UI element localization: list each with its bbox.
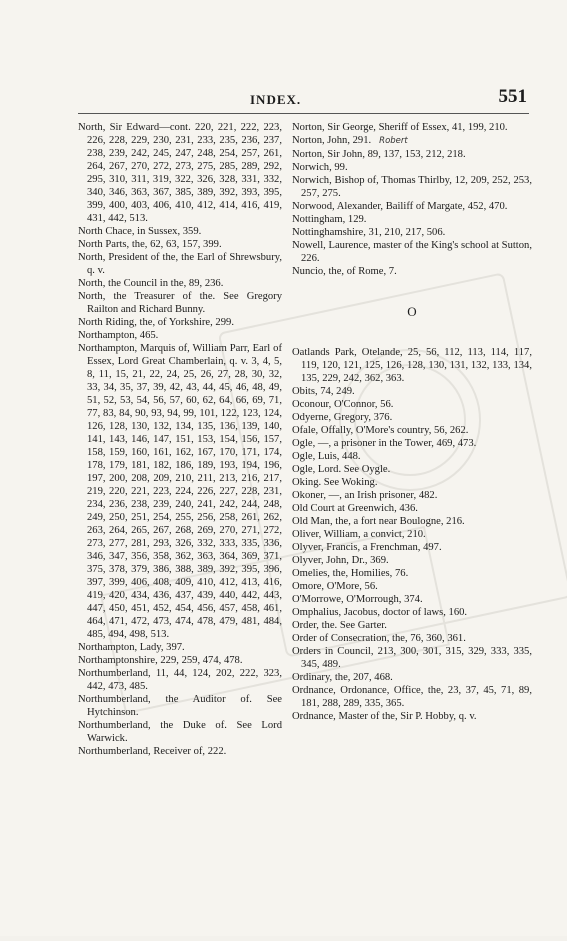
index-entry: Nuncio, the, of Rome, 7.: [292, 266, 397, 277]
index-entry: Nottingham, 129.: [292, 214, 367, 225]
right-column: [292, 121, 532, 723]
index-entry: Northumberland, Receiver of, 222.: [78, 746, 227, 757]
index-entry: Olyver, John, Dr., 369.: [292, 555, 389, 566]
index-entry: Northampton, Marquis of, William Parr, Earl of Essex, Lord Great Chamberlain, q. v. 3, 4, 5, 8, 11, 15, 21, 22, 24, 25, 26, 27, 28, 30, 32, 33, 34, 35, 37, 39, 42, 43, 44, 45, 46, 48, 49, 51, 52, 53, 54, 56, 57, 60, 62, 64, 66, 69, 71, 77, 83, 84, 90, 93, 94, 99, 101, 122, 123, 124, 126, 128, 130, 132, 134, 135, 136, 139, 140, 141, 143, 146, 147, 151, 153, 154, 156, 157, 158, 159, 160, 161, 162, 167, 170, 171, 174, 178, 179, 181, 182, 186, 189, 193, 194, 196, 197, 200, 208, 209, 210, 211, 213, 216, 217, 219, 220, 221, 223, 224, 226, 227, 228, 231, 234, 236, 238, 239, 240, 241, 242, 244, 248, 249, 250, 251, 254, 255, 256, 258, 261, 262, 263, 264, 265, 267, 268, 269, 270, 271, 272, 273, 277, 281, 293, 326, 332, 333, 335, 336, 346, 347, 356, 358, 362, 363, 364, 369, 371, 375, 378, 379, 386, 388, 389, 392, 395, 396, 397, 399, 406, 408, 409, 410, 412, 413, 416, 419, 420, 434, 436, 437, 439, 440, 442, 443, 447, 450, 451, 452, 454, 456, 457, 458, 461, 464, 471, 472, 473, 474, 478, 479, 481, 484, 485, 494, 498, 513.: [78, 343, 282, 640]
index-entry: North, the Council in the, 89, 236.: [78, 278, 224, 289]
index-entry: Ordnance, Master of the, Sir P. Hobby, q. v.: [292, 711, 477, 722]
page-number: 551: [498, 86, 527, 107]
index-entry: North, Sir Edward—cont. 220, 221, 222, 223, 226, 228, 229, 230, 231, 233, 235, 236, 237, 238, 239, 242, 245, 247, 248, 254, 257, 261, 264, 267, 270, 272, 273, 275, 285, 289, 292, 295, 310, 311, 319, 322, 326, 328, 331, 332, 340, 346, 363, 367, 385, 389, 392, 393, 395, 399, 400, 403, 406, 410, 412, 414, 416, 419, 431, 442, 513.: [78, 122, 282, 224]
index-entry: Ordinary, the, 207, 468.: [292, 672, 393, 683]
index-entry: Obits, 74, 249.: [292, 386, 355, 397]
index-entry: Norton, Sir George, Sheriff of Essex, 41, 199, 210.: [292, 122, 508, 133]
index-entry: Order, the. See Garter.: [292, 620, 387, 631]
index-entry: Nowell, Laurence, master of the King's school at Sutton, 226.: [292, 240, 532, 264]
index-entry: North Chace, in Sussex, 359.: [78, 226, 202, 237]
index-entry: Odyerne, Gregory, 376.: [292, 412, 393, 423]
header-rule: [78, 113, 529, 114]
index-entry: Ogle, —, a prisoner in the Tower, 469, 473.: [292, 438, 477, 449]
handwritten-margin-note: Robert: [379, 136, 408, 146]
index-entry: Olyver, Francis, a Frenchman, 497.: [292, 542, 442, 553]
index-entry: Ogle, Lord. See Oygle.: [292, 464, 391, 475]
left-column: [78, 121, 282, 758]
index-entry: Northumberland, the Duke of. See Lord Warwick.: [78, 720, 282, 744]
index-entry: Norwood, Alexander, Bailiff of Margate, 452, 470.: [292, 201, 508, 212]
index-entry: Oking. See Woking.: [292, 477, 378, 488]
running-head: [0, 86, 567, 110]
index-entry: Old Court at Greenwich, 436.: [292, 503, 418, 514]
section-letter: O: [407, 304, 417, 319]
index-entry: Ofale, Offally, O'More's country, 56, 262.: [292, 425, 469, 436]
index-entry: North Riding, the, of Yorkshire, 299.: [78, 317, 234, 328]
index-entry: Omphalius, Jacobus, doctor of laws, 160.: [292, 607, 468, 618]
index-entry: Order of Consecration, the, 76, 360, 361.: [292, 633, 466, 644]
index-entry: Oconour, O'Connor, 56.: [292, 399, 394, 410]
index-entry: Oliver, William, a convict, 210.: [292, 529, 426, 540]
index-entry: Northampton, 465.: [78, 330, 159, 341]
index-entry: Northumberland, the Auditor of. See Hytchinson.: [78, 694, 282, 718]
index-entry: North, the Treasurer of the. See Gregory Railton and Richard Bunny.: [78, 291, 282, 315]
index-entry: Omelies, the, Homilies, 76.: [292, 568, 409, 579]
index-entry: Norwich, 99.: [292, 162, 348, 173]
index-entry: Nottinghamshire, 31, 210, 217, 506.: [292, 227, 446, 238]
index-entry: Orders in Council, 213, 300, 301, 315, 329, 333, 335, 345, 489.: [292, 646, 532, 670]
index-entry: Okoner, —, an Irish prisoner, 482.: [292, 490, 438, 501]
index-entry: Omore, O'More, 56.: [292, 581, 378, 592]
index-entry: Norton, Sir John, 89, 137, 153, 212, 218.: [292, 149, 466, 160]
index-entry: Old Man, the, a fort near Boulogne, 216.: [292, 516, 465, 527]
index-entry: North Parts, the, 62, 63, 157, 399.: [78, 239, 222, 250]
index-entry: Northampton, Lady, 397.: [78, 642, 185, 653]
index-entry: Norwich, Bishop of, Thomas Thirlby, 12, 209, 252, 253, 257, 275.: [292, 175, 532, 199]
index-entry: Northamptonshire, 229, 259, 474, 478.: [78, 655, 243, 666]
index-entry: North, President of the, the Earl of Shrewsbury, q. v.: [78, 252, 282, 276]
page-title: INDEX.: [250, 92, 302, 107]
index-entry: Oatlands Park, Otelande, 25, 56, 112, 113, 114, 117, 119, 120, 121, 125, 126, 128, 130, 131, 132, 133, 134, 135, 229, 242, 362, 363.: [292, 347, 532, 384]
index-entry-text: Norton, John, 291.: [292, 135, 372, 146]
index-entry: [292, 134, 532, 148]
index-entry: Ogle, Luis, 448.: [292, 451, 361, 462]
index-entry: Ordnance, Ordonance, Office, the, 23, 37, 45, 71, 89, 181, 288, 289, 335, 365.: [292, 685, 532, 709]
index-entry: O'Morrowe, O'Morrough, 374.: [292, 594, 423, 605]
index-entry: Northumberland, 11, 44, 124, 202, 222, 323, 442, 473, 485.: [78, 668, 282, 692]
